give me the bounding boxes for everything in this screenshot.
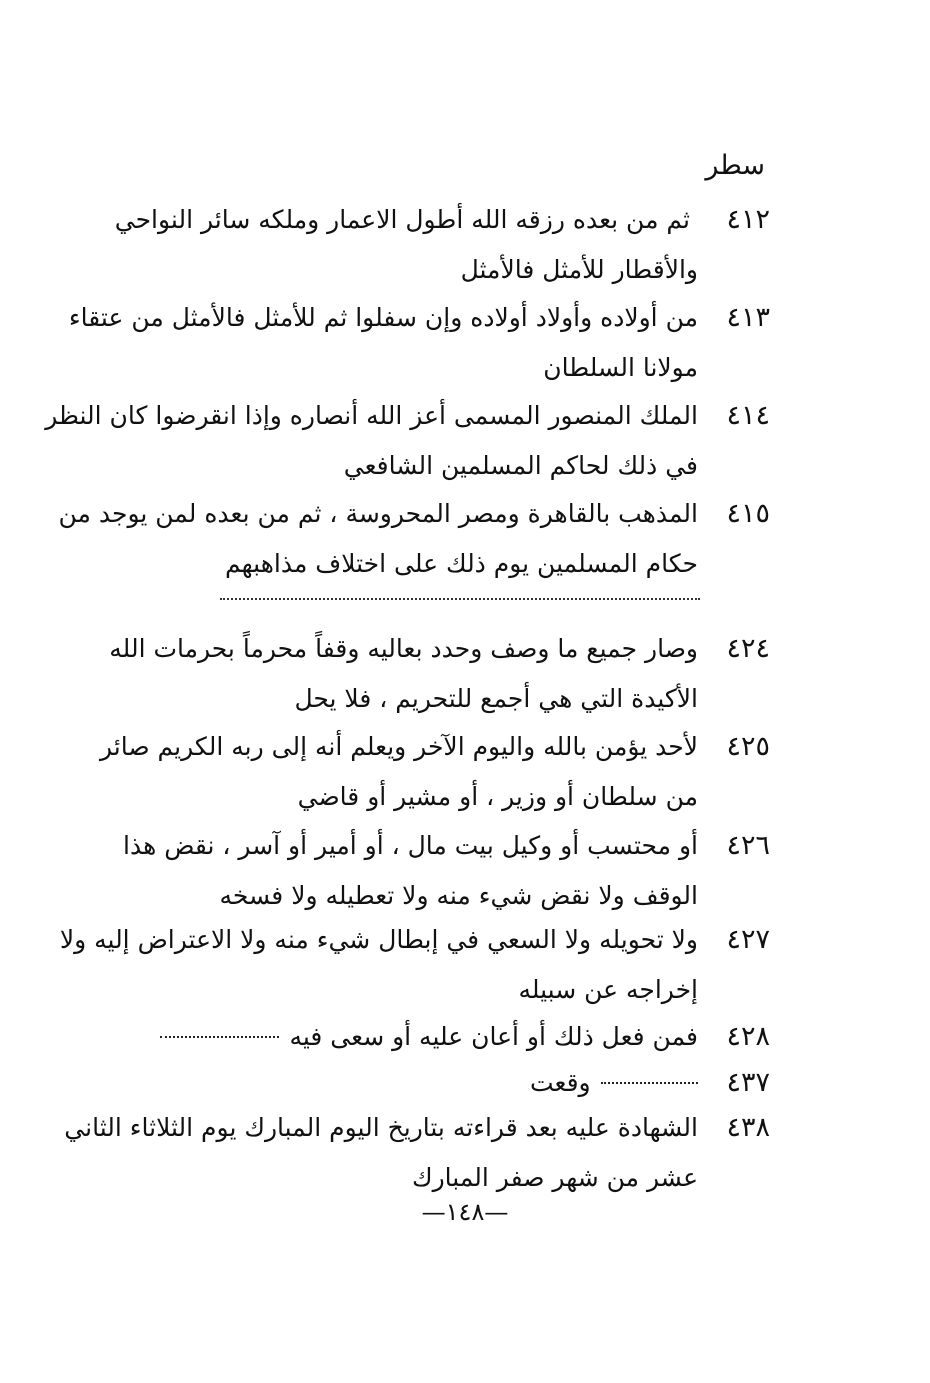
entry-text	[68, 293, 698, 393]
entry-text	[150, 1012, 698, 1062]
text-line: من أولاده وأولاد أولاده وإن سفلوا ثم للأمثل فالأمثل من عتقاء	[68, 303, 698, 332]
line-number: ٤٣٧	[726, 1067, 770, 1098]
column-header: سطر	[705, 150, 765, 181]
text-line: إخراجه عن سبيله	[518, 975, 698, 1004]
text-line: عشر من شهر صفر المبارك	[411, 1163, 698, 1192]
line-number: ٤٢٧	[726, 924, 770, 955]
entry-text	[58, 489, 698, 589]
text-line: وصار جميع ما وصف وحدد بعاليه وقفاً محرماً بحرمات الله	[109, 634, 698, 663]
entry-text	[100, 722, 698, 822]
line-number: ٤٢٦	[726, 830, 770, 861]
text-line: فمن فعل ذلك أو أعان عليه أو سعى فيه	[289, 1022, 698, 1051]
page-number: —١٤٨—	[421, 1198, 509, 1226]
text-line: ولا تحويله ولا السعي في إبطال شيء منه ولا الاعتراض إليه ولا	[59, 925, 698, 954]
text-line: ثم من بعده رزقه الله أطول الاعمار وملكه سائر النواحي	[114, 205, 690, 234]
text-line: حكام المسلمين يوم ذلك على اختلاف مذاهبهم	[225, 549, 698, 578]
text-line: أو محتسب أو وكيل بيت مال ، أو أمير أو آسر ، نقض هذا	[123, 831, 698, 860]
entry-text	[45, 391, 698, 491]
entry-text	[114, 195, 698, 295]
ellipsis-separator	[220, 598, 700, 600]
entry-text	[150, 1058, 698, 1108]
entry-text	[123, 821, 698, 921]
text-line: الشهادة عليه بعد قراءته بتاريخ اليوم المبارك يوم الثلاثاء الثاني	[64, 1113, 698, 1142]
text-line: الوقف ولا نقض شيء منه ولا تعطيله ولا فسخه	[219, 881, 698, 910]
text-line: مولانا السلطان	[543, 353, 698, 382]
line-number: ٤٢٥	[726, 731, 770, 762]
entry-text	[64, 1103, 698, 1203]
line-number: ٤١٣	[726, 302, 770, 333]
entry-text	[109, 624, 698, 724]
line-number: ٤١٢	[726, 204, 770, 235]
text-line: من سلطان أو وزير ، أو مشير أو قاضي	[297, 782, 698, 811]
text-line: والأقطار للأمثل فالأمثل	[460, 255, 698, 284]
text-line: المذهب بالقاهرة ومصر المحروسة ، ثم من بعده لمن يوجد من	[58, 499, 698, 528]
leader-dots	[601, 1082, 698, 1084]
line-number: ٤٣٨	[726, 1112, 770, 1143]
line-number: ٤٢٨	[726, 1021, 770, 1052]
leader-dots	[160, 1036, 279, 1038]
line-number: ٤١٤	[726, 400, 770, 431]
text-line: الأكيدة التي هي أجمع للتحريم ، فلا يحل	[294, 684, 698, 713]
line-number: ٤٢٤	[726, 633, 770, 664]
text-line: وقعت	[530, 1068, 591, 1097]
text-line: الملك المنصور المسمى أعز الله أنصاره وإذا انقرضوا كان النظر	[45, 401, 698, 430]
line-number: ٤١٥	[726, 498, 770, 529]
text-line: لأحد يؤمن بالله واليوم الآخر ويعلم أنه إلى ربه الكريم صائر	[100, 732, 698, 761]
entry-text	[59, 915, 698, 1015]
text-line: في ذلك لحاكم المسلمين الشافعي	[343, 451, 698, 480]
